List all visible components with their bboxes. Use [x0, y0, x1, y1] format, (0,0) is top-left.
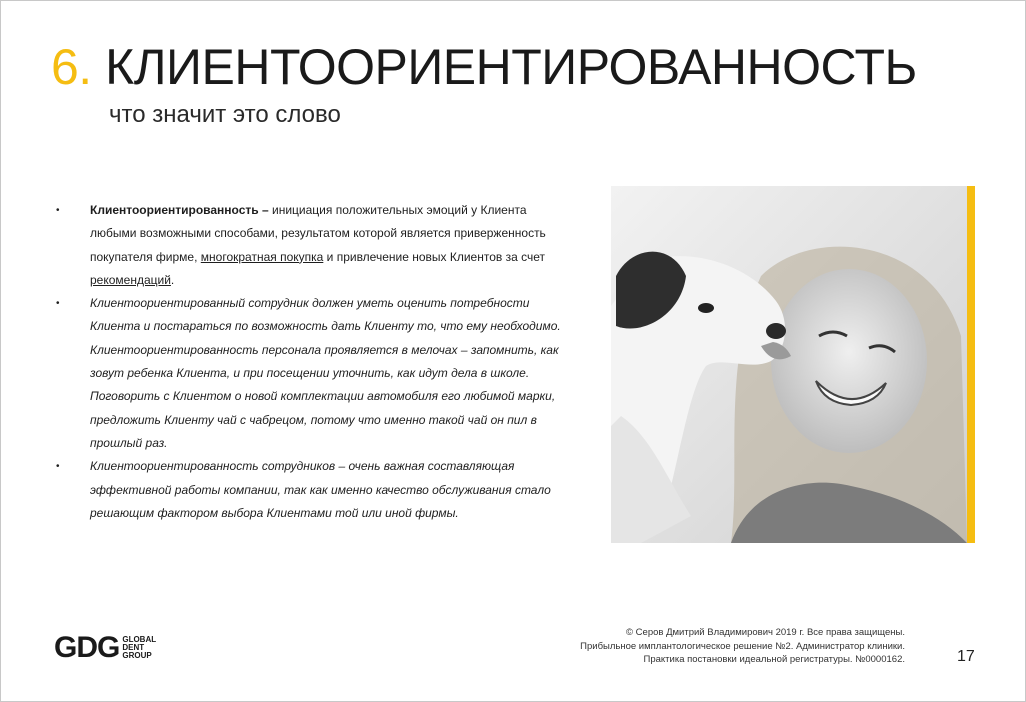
page-number: 17	[957, 648, 975, 665]
photo-illustration	[611, 186, 967, 543]
definition-text-2: и привлечение новых Клиентов за счет	[323, 249, 545, 264]
bullet-marker: •	[56, 298, 60, 310]
bullet-list	[56, 199, 576, 525]
footer-copyright	[580, 626, 905, 667]
link-recommendations[interactable]: рекомендаций	[90, 272, 171, 287]
girl-with-dog-photo	[611, 186, 967, 543]
subtitle: что значит это слово	[109, 101, 341, 128]
footer-line-3: Практика постановки идеальной регистратуры. №0000162.	[643, 654, 905, 665]
logo-main: GDG	[54, 631, 120, 664]
logo-line-1: GLOBAL	[122, 635, 157, 644]
footer-line-2: Прибыльное имплантологическое решение №2. Администратор клиники.	[580, 640, 905, 652]
bullet-marker: •	[56, 205, 60, 216]
logo-subtext	[122, 636, 156, 660]
section-number: 6.	[51, 39, 92, 95]
footer-line-1: © Серов Дмитрий Владимирович 2019 г. Все права защищены.	[626, 627, 905, 638]
dash: –	[258, 203, 272, 217]
definition-end: .	[170, 272, 175, 287]
bullet-importance	[56, 455, 576, 525]
title-text: КЛИЕНТООРИЕНТИРОВАННОСТЬ	[105, 39, 917, 95]
bullet-employee	[56, 292, 576, 455]
logo-line-3: GROUP	[122, 651, 152, 660]
bullet-text	[90, 199, 576, 292]
bullet-marker: •	[56, 461, 60, 473]
link-repeat-purchase[interactable]: многократная покупка	[200, 249, 324, 264]
logo-line-2: DENT	[122, 643, 145, 652]
bullet-text: Клиентоориентированный сотрудник должен уметь оценить потребности Клиента и постараться по возможность дать Клиенту то, что ему необходимо. Клиентоориентированность персонала проявляется в мелочах – запомнить, как зовут ребенка Клиента, и при посещении уточнить, как идут дела в школе. Поговорить с Клиентом о новой комплектации автомобиля его любимой марки, предложить Клиенту чай с чабрецом, потому что именно такой чай он пил в прошлый раз.	[90, 296, 561, 450]
definition-text: инициация положительных эмоций у Клиента любыми возможными способами, результатом которой является приверженность покупателя фирме,	[90, 203, 546, 264]
page-title	[51, 37, 917, 97]
accent-bar	[967, 186, 975, 543]
term: Клиентоориентированность	[90, 203, 259, 217]
bullet-definition	[56, 199, 576, 292]
company-logo	[54, 633, 156, 663]
bullet-text: Клиентоориентированность сотрудников – очень важная составляющая эффективной работы компании, так как именно качество обслуживания стало решающим фактором выбора Клиентами той или иной фирмы.	[90, 459, 551, 520]
